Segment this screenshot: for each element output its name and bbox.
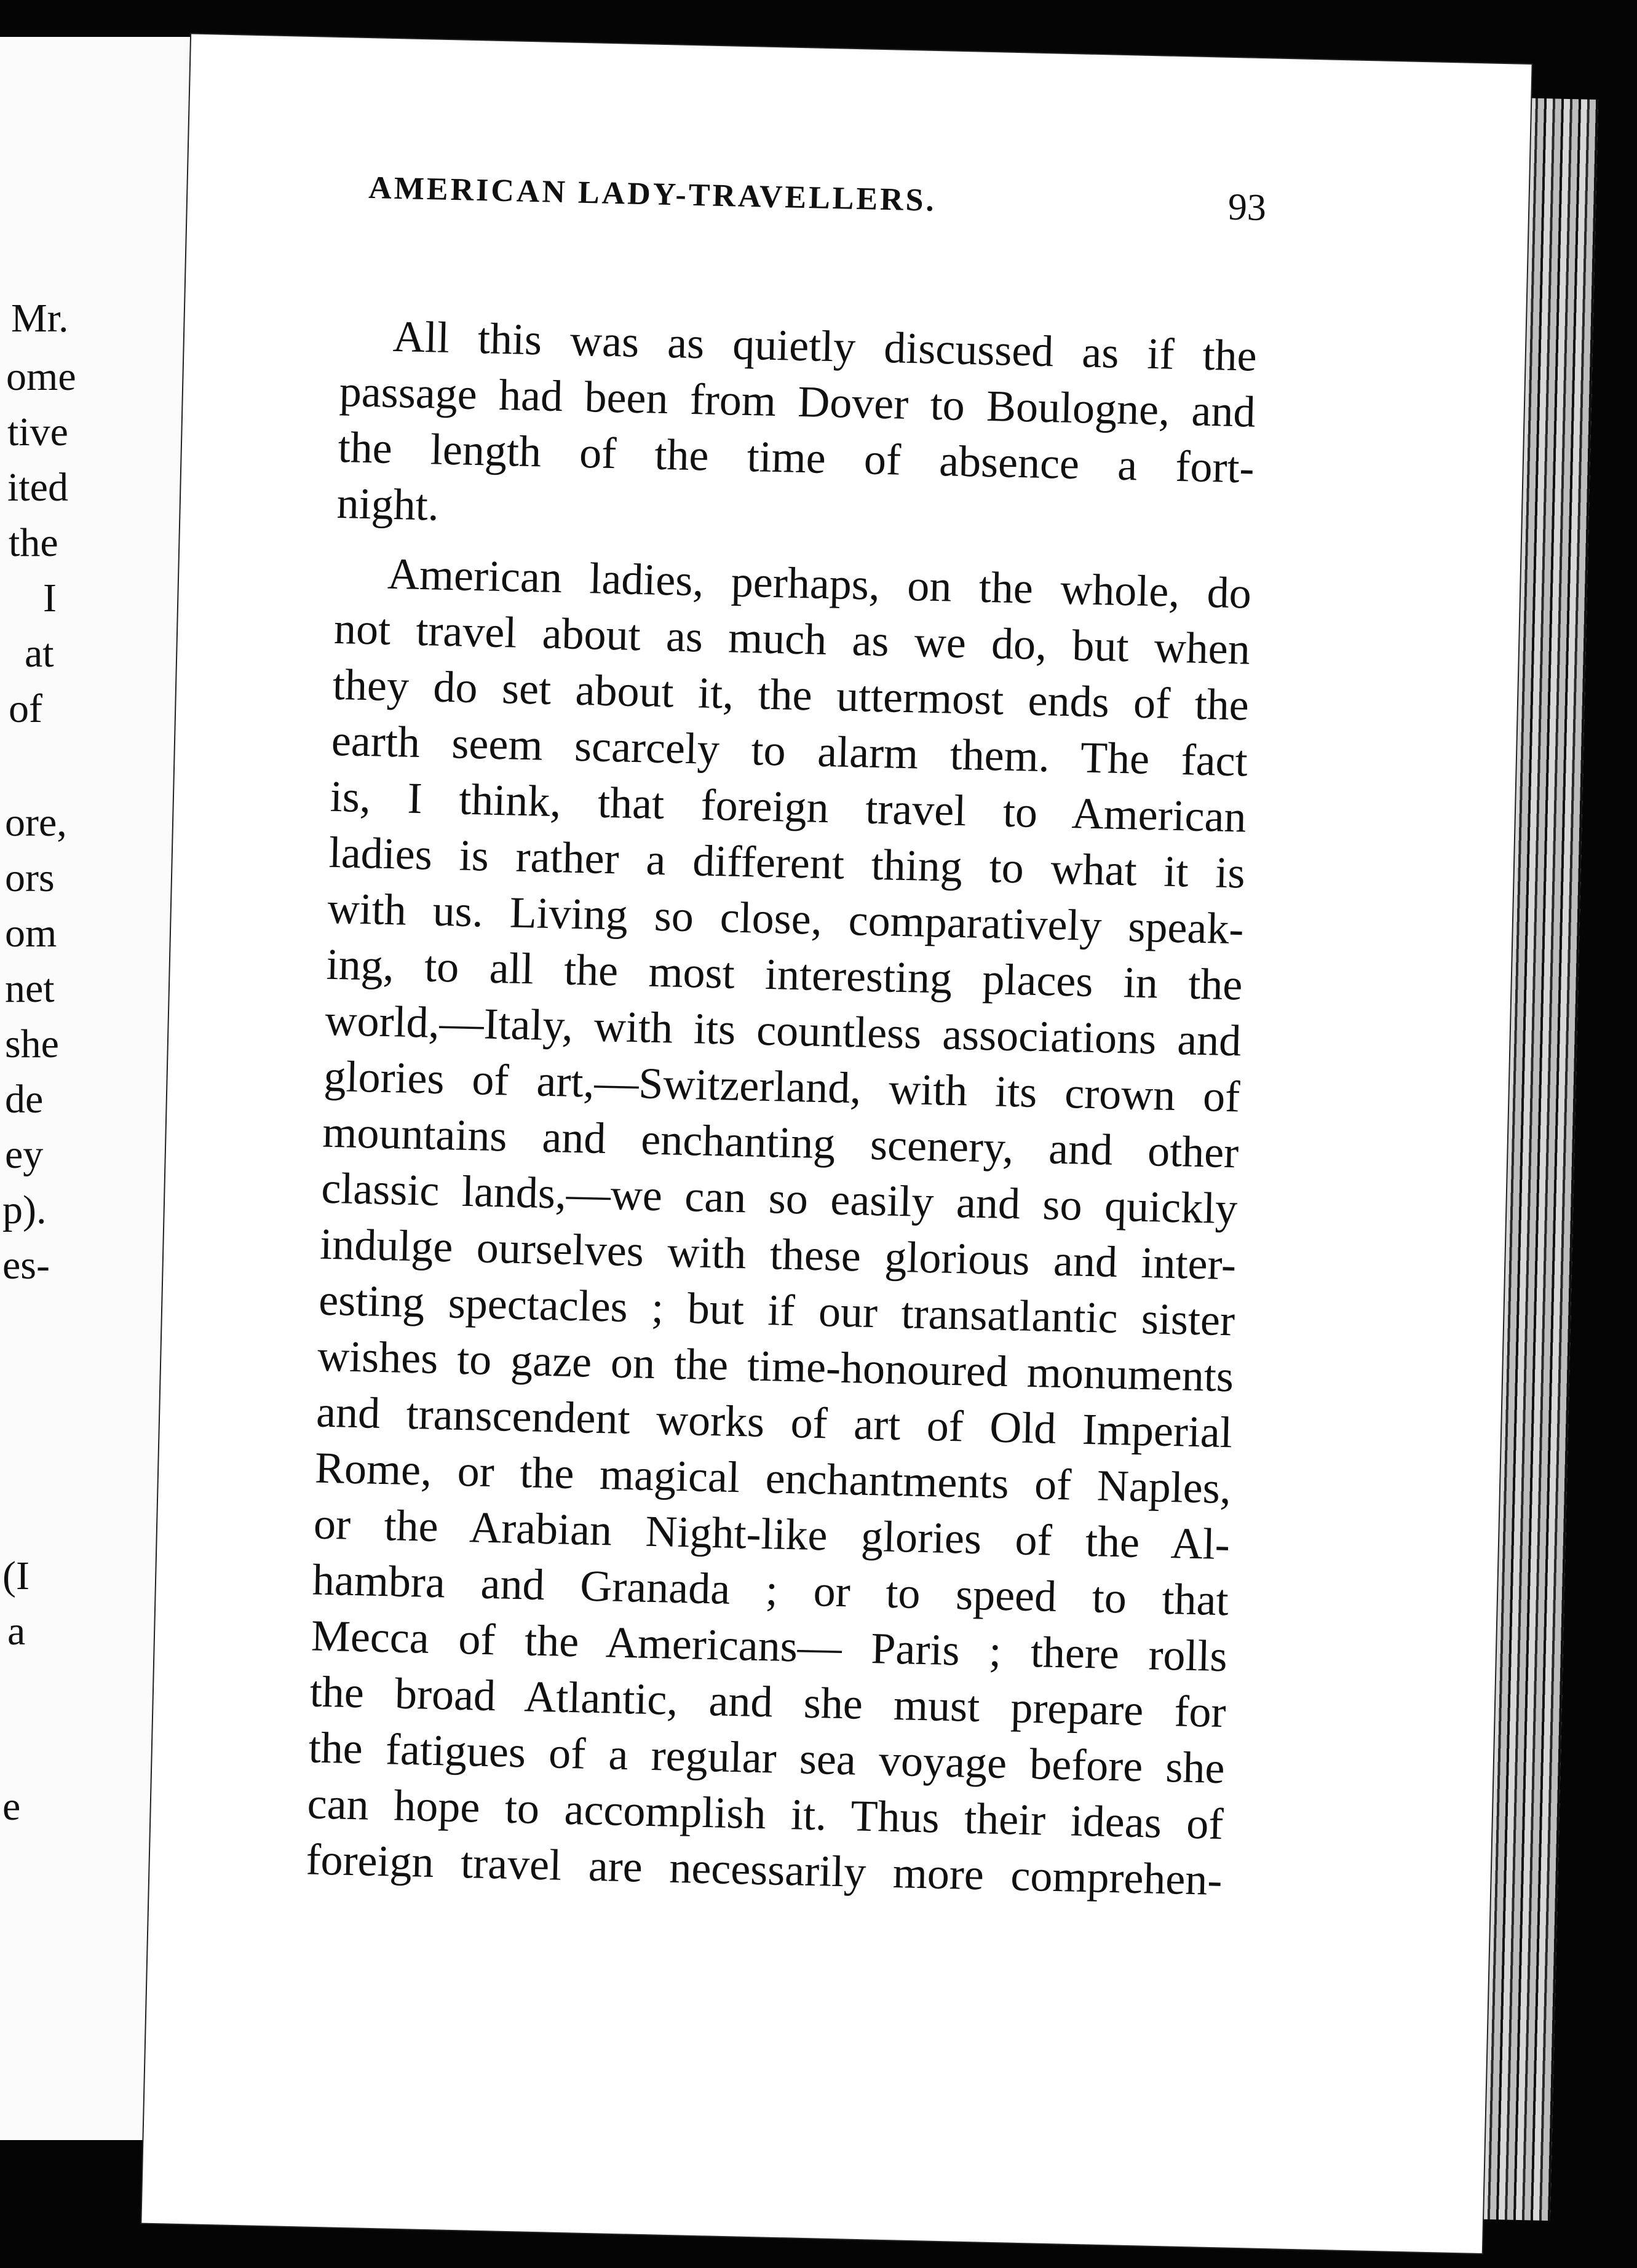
text-line: not travel about as much as we do, but when (333, 603, 1251, 674)
left-fragment: om (5, 911, 57, 956)
left-fragment: es- (2, 1243, 50, 1288)
text-line: esting spectacles ; but if our transatlantic sister (318, 1275, 1235, 1346)
running-title: AMERICAN LADY-TRAVELLERS. (368, 170, 937, 218)
body-text (306, 307, 1258, 1908)
text-line: classic lands,—we can so easily and so quickly (320, 1163, 1239, 1234)
left-fragment: ome (6, 354, 76, 399)
text-line: ing, to all the most interesting places in the (325, 939, 1243, 1010)
text-line: ladies is rather a different thing to what it is (328, 827, 1246, 898)
left-fragment: ore, (5, 800, 67, 845)
text-line: they do set about it, the uttermost ends of the (332, 659, 1250, 730)
page-number: 93 (1227, 186, 1267, 229)
text-line: the length of the time of absence a fort- (337, 422, 1255, 493)
text-line: American ladies, perhaps, on the whole, do (387, 549, 1252, 618)
text-line: earth seem scarcely to alarm them. The fact (331, 715, 1248, 786)
text-line: or the Arabian Night-like glories of the Al- (313, 1499, 1231, 1569)
text-line: Mecca of the Americans— Paris ; there rolls (311, 1611, 1228, 1681)
paragraph (306, 545, 1252, 1908)
left-fragment: the (9, 520, 58, 565)
left-fragment: ey (5, 1132, 44, 1177)
left-fragment: ors (5, 855, 55, 900)
left-fragment: e (2, 1784, 21, 1829)
text-line: can hope to accomplish it. Thus their ideas of (306, 1778, 1224, 1849)
paragraph (336, 307, 1258, 552)
left-fragment: net (5, 966, 55, 1011)
left-fragment: I (43, 576, 57, 621)
left-fragment: a (7, 1609, 26, 1654)
text-line: wishes to gaze on the time-honoured monuments (317, 1331, 1234, 1402)
text-line: world,—Italy, with its countless associations and (324, 995, 1242, 1066)
left-fragment: ited (7, 465, 68, 510)
text-line: and transcendent works of art of Old Imperial (315, 1387, 1233, 1457)
left-fragment: (I (2, 1553, 30, 1598)
text-line: glories of art,—Switzerland, with its crown of (323, 1051, 1241, 1122)
text-line: the broad Atlantic, and she must prepare for (309, 1667, 1227, 1737)
text-line: mountains and enchanting scenery, and other (322, 1107, 1240, 1178)
left-fragment: she (5, 1021, 59, 1066)
text-line: is, I think, that foreign travel to American (330, 771, 1247, 842)
text-line: foreign travel are necessarily more comprehen- (305, 1834, 1223, 1905)
text-line: night. (336, 478, 440, 530)
text-line: All this was as quietly discussed as if the (392, 311, 1258, 381)
left-fragment: de (5, 1077, 44, 1122)
text-line: passage had been from Dover to Boulogne, and (339, 366, 1256, 437)
left-fragment: tive (7, 410, 68, 454)
text-line: with us. Living so close, comparatively speak- (327, 883, 1245, 954)
left-fragment: p). (2, 1188, 47, 1232)
text-line: Rome, or the magical enchantments of Naples, (314, 1443, 1232, 1513)
text-line: indulge ourselves with these glorious and inter- (319, 1219, 1237, 1290)
text-line: the fatigues of a regular sea voyage before she (307, 1723, 1226, 1793)
left-fragment: of (9, 686, 42, 731)
left-fragment: at (25, 631, 54, 676)
left-fragment: Mr. (11, 296, 69, 341)
text-line: hambra and Granada ; or to speed to that (312, 1555, 1229, 1625)
